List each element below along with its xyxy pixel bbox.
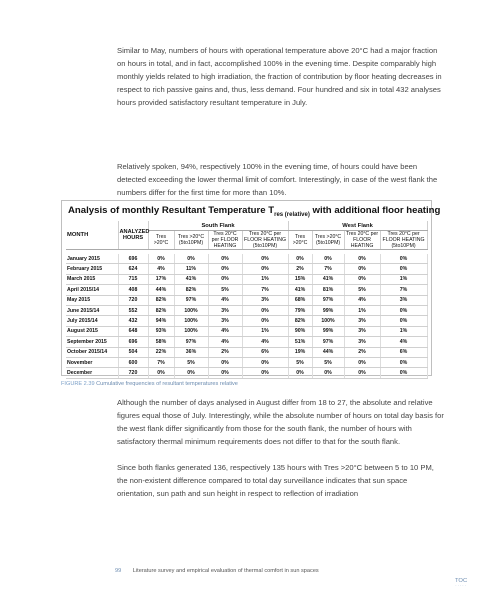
percent-cell: 41% — [288, 285, 312, 295]
toc-dots: ····· — [455, 583, 467, 588]
month-cell: May 2015 — [66, 295, 118, 305]
table-body — [66, 250, 427, 379]
percent-cell: 0% — [174, 368, 208, 378]
month-cell: August 2015 — [66, 326, 118, 336]
percent-cell: 99% — [312, 326, 344, 336]
percent-cell: 0% — [344, 357, 380, 367]
percent-cell: 2% — [208, 347, 242, 357]
percent-cell: 0% — [344, 368, 380, 378]
month-cell: February 2015 — [66, 264, 118, 274]
table-row — [66, 264, 427, 274]
body-paragraph-3: Although the number of days analysed in August differ from 18 to 27, the absolute and relative figures equal those of July. Interestingly, while the absolute number of hours on total day basis for the west flank differ significantly from those for the south flank, the number of hours with satisfactory thermal minimum requirements does not differ to that for the south flank. — [117, 398, 444, 446]
percent-cell: 0% — [380, 305, 427, 315]
percent-cell: 2% — [288, 264, 312, 274]
hours-cell: 552 — [118, 305, 148, 315]
percent-cell: 0% — [380, 254, 427, 264]
header-west-floor: Tres 20°C per FLOOR HEATING — [345, 231, 379, 249]
percent-cell: 97% — [312, 337, 344, 347]
header-west-floor-5to10: Tres 20°C per FLOOR HEATING (5to10PM) — [380, 231, 427, 250]
table-row — [66, 274, 427, 284]
percent-cell: 82% — [148, 295, 174, 305]
hours-cell: 696 — [118, 337, 148, 347]
percent-cell: 0% — [242, 254, 288, 264]
percent-cell: 4% — [208, 295, 242, 305]
percent-cell: 0% — [242, 305, 288, 315]
percent-cell: 81% — [312, 285, 344, 295]
percent-cell: 82% — [288, 316, 312, 326]
percent-cell: 5% — [208, 285, 242, 295]
percent-cell: 4% — [242, 337, 288, 347]
percent-cell: 5% — [174, 357, 208, 367]
percent-cell: 0% — [242, 264, 288, 274]
hours-cell: 648 — [118, 326, 148, 336]
percent-cell: 1% — [344, 305, 380, 315]
percent-cell: 44% — [312, 347, 344, 357]
percent-cell: 0% — [380, 357, 427, 367]
percent-cell: 3% — [208, 316, 242, 326]
percent-cell: 1% — [242, 274, 288, 284]
header-south-flank: South Flank — [148, 221, 288, 231]
body-paragraph-1: Similar to May, numbers of hours with operational temperature above 20°C had a major fraction on hours in total, and in fact, accomplished 100% in the evening time. Despite comparably high monthly yields related to high irradiation, the fraction of contribution by floor heating decreases in respect to rich passive gains and, thus, less demand. Four hundred and six in total 432 analyses hours provided satisfactory resultant temperature in July. — [117, 46, 442, 107]
percent-cell: 3% — [380, 295, 427, 305]
percent-cell: 51% — [288, 337, 312, 347]
percent-cell: 6% — [242, 347, 288, 357]
hours-cell: 624 — [118, 264, 148, 274]
percent-cell: 17% — [148, 274, 174, 284]
month-cell: October 2015/14 — [66, 347, 118, 357]
percent-cell: 0% — [208, 357, 242, 367]
percent-cell: 58% — [148, 337, 174, 347]
toc-link[interactable] — [455, 578, 467, 588]
percent-cell: 3% — [208, 305, 242, 315]
percent-cell: 4% — [380, 337, 427, 347]
header-south-tres-5to10: Tres >20°C (5to10PM) — [174, 231, 208, 250]
percent-cell: 5% — [288, 357, 312, 367]
percent-cell: 11% — [174, 264, 208, 274]
body-paragraph-2: Relatively spoken, 94%, respectively 100% in the evening time, of hours could have been detected exceeding the lower thermal limit of comfort. Interestingly, in case of the west flank the numbers differ for the first time for more than 10%. — [117, 162, 438, 197]
hours-cell: 432 — [118, 316, 148, 326]
percent-cell: 100% — [312, 316, 344, 326]
percent-cell: 82% — [174, 285, 208, 295]
header-south-floor: Tres 20°C per FLOOR HEATING — [208, 231, 242, 250]
figure-caption-text: Cumulative frequencies of resultant temperatures relative — [96, 381, 238, 387]
percent-cell: 22% — [148, 347, 174, 357]
hours-cell: 720 — [118, 295, 148, 305]
percent-cell: 93% — [148, 326, 174, 336]
percent-cell: 100% — [174, 326, 208, 336]
table-row — [66, 254, 427, 264]
figure-label: FIGURE 2.39 — [61, 381, 95, 387]
percent-cell: 82% — [148, 305, 174, 315]
percent-cell: 15% — [288, 274, 312, 284]
month-cell: July 2015/14 — [66, 316, 118, 326]
header-west-flank: West Flank — [288, 221, 427, 231]
table-row — [66, 368, 427, 378]
running-title: Literature survey and empirical evaluation of thermal comfort in sun spaces — [132, 568, 319, 574]
month-cell: March 2015 — [66, 274, 118, 284]
percent-cell: 0% — [208, 264, 242, 274]
toc-label: TOC — [455, 578, 468, 584]
percent-cell: 0% — [288, 368, 312, 378]
percent-cell: 3% — [242, 295, 288, 305]
month-cell: September 2015 — [66, 337, 118, 347]
figure-caption — [61, 381, 238, 387]
percent-cell: 1% — [380, 326, 427, 336]
percent-cell: 100% — [174, 305, 208, 315]
percent-cell: 4% — [344, 295, 380, 305]
percent-cell: 0% — [148, 254, 174, 264]
percent-cell: 94% — [148, 316, 174, 326]
percent-cell: 0% — [380, 264, 427, 274]
month-cell: December — [66, 368, 118, 378]
percent-cell: 5% — [312, 357, 344, 367]
percent-cell: 4% — [208, 337, 242, 347]
hours-cell: 504 — [118, 347, 148, 357]
header-month: MONTH — [66, 221, 118, 250]
table-row — [66, 295, 427, 305]
percent-cell: 7% — [380, 285, 427, 295]
percent-cell: 2% — [344, 347, 380, 357]
month-cell: June 2015/14 — [66, 305, 118, 315]
percent-cell: 0% — [242, 368, 288, 378]
percent-cell: 41% — [174, 274, 208, 284]
table-row — [66, 285, 427, 295]
hours-cell: 600 — [118, 357, 148, 367]
table-title: Analysis of monthly Resultant Temperature $T_{res (relative)}$ with additional floor heating — [68, 205, 441, 218]
percent-cell: 41% — [312, 274, 344, 284]
percent-cell: 97% — [174, 337, 208, 347]
percent-cell: 0% — [344, 264, 380, 274]
percent-cell: 36% — [174, 347, 208, 357]
percent-cell: 5% — [344, 285, 380, 295]
hours-cell: 696 — [118, 254, 148, 264]
percent-cell: 79% — [288, 305, 312, 315]
percent-cell: 68% — [288, 295, 312, 305]
month-cell: November — [66, 357, 118, 367]
percent-cell: 99% — [312, 305, 344, 315]
percent-cell: 6% — [380, 347, 427, 357]
percent-cell: 19% — [288, 347, 312, 357]
percent-cell: 1% — [242, 326, 288, 336]
hours-cell: 715 — [118, 274, 148, 284]
percent-cell: 4% — [148, 264, 174, 274]
table-row — [66, 316, 427, 326]
analysis-table-figure — [61, 200, 441, 376]
percent-cell: 0% — [344, 254, 380, 264]
percent-cell: 1% — [380, 274, 427, 284]
page-number: 99 — [115, 568, 122, 574]
percent-cell: 0% — [208, 368, 242, 378]
percent-cell: 7% — [148, 357, 174, 367]
header-analyzed-hours: ANALYZED HOURS — [118, 221, 148, 250]
percent-cell: 0% — [312, 254, 344, 264]
percent-cell: 7% — [242, 285, 288, 295]
percent-cell: 7% — [312, 264, 344, 274]
percent-cell: 0% — [288, 254, 312, 264]
percent-cell: 100% — [174, 316, 208, 326]
percent-cell: 90% — [288, 326, 312, 336]
percent-cell: 0% — [208, 254, 242, 264]
hours-cell: 408 — [118, 285, 148, 295]
percent-cell: 0% — [344, 274, 380, 284]
percent-cell: 0% — [242, 357, 288, 367]
percent-cell: 0% — [380, 368, 427, 378]
percent-cell: 0% — [208, 274, 242, 284]
table-row — [66, 305, 427, 315]
percent-cell: 3% — [344, 316, 380, 326]
table-row — [66, 347, 427, 357]
percent-cell: 97% — [312, 295, 344, 305]
body-paragraph-4: Since both flanks generated 136, respectively 135 hours with Tres >20°C between 5 to 10 PM, the non-existent difference compared to total day surveillance indicates that sun space orientation, sun path and sun height in respect to reflection of irradiation — [117, 463, 434, 498]
percent-cell: 4% — [208, 326, 242, 336]
analysis-table — [66, 221, 428, 379]
header-west-tres: Tres >20°C — [288, 231, 312, 250]
percent-cell: 0% — [242, 316, 288, 326]
header-south-tres: Tres >20°C — [148, 231, 174, 250]
percent-cell: 3% — [344, 326, 380, 336]
percent-cell: 0% — [148, 368, 174, 378]
header-south-floor-5to10: Tres 20°C per FLOOR HEATING (5to10PM) — [242, 231, 288, 250]
percent-cell: 0% — [174, 254, 208, 264]
hours-cell: 720 — [118, 368, 148, 378]
page-footer — [115, 568, 319, 574]
table-row — [66, 326, 427, 336]
month-cell: January 2015 — [66, 254, 118, 264]
percent-cell: 44% — [148, 285, 174, 295]
percent-cell: 0% — [380, 316, 427, 326]
header-west-tres-5to10: Tres >20°C (5to10PM) — [312, 231, 344, 250]
percent-cell: 3% — [344, 337, 380, 347]
percent-cell: 0% — [312, 368, 344, 378]
percent-cell: 97% — [174, 295, 208, 305]
table-row — [66, 337, 427, 347]
table-row — [66, 357, 427, 367]
month-cell: April 2015/14 — [66, 285, 118, 295]
